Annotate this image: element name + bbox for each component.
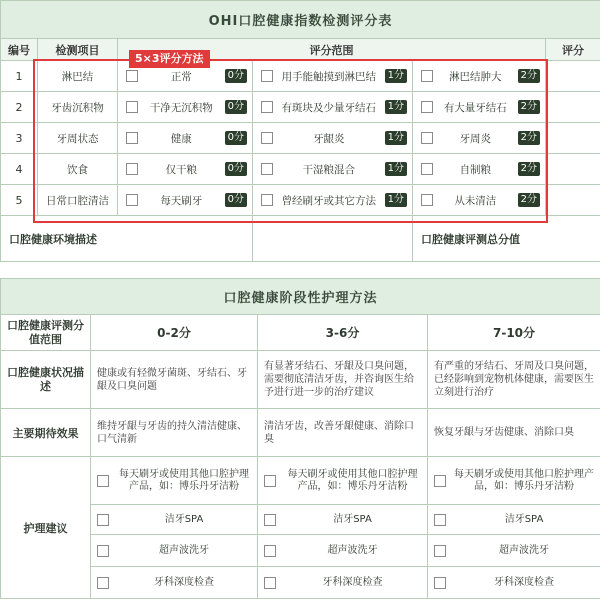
table-title: OHI口腔健康指数检测评分表 [1, 1, 600, 39]
care-method-table [0, 278, 600, 599]
option-label: 健康 [138, 131, 225, 146]
checkbox[interactable] [264, 475, 276, 487]
checkbox[interactable] [126, 194, 138, 206]
score-badge: 1分 [385, 131, 407, 145]
advice-text: 每天刷牙或使用其他口腔护理产品，如：博乐丹牙洁粉 [117, 469, 251, 493]
checkbox[interactable] [126, 163, 138, 175]
advice-text: 洁牙SPA [284, 514, 421, 526]
score-badge: 1分 [385, 162, 407, 176]
score-badge: 2分 [518, 162, 540, 176]
score-badge: 0分 [225, 131, 247, 145]
score-option[interactable] [253, 185, 413, 216]
table-row [1, 61, 600, 92]
option-label: 有大量牙结石 [433, 100, 518, 115]
option-label: 从未清洁 [433, 193, 518, 208]
row-num: 2 [1, 92, 38, 123]
score-badge: 2分 [518, 100, 540, 114]
checkbox[interactable] [126, 70, 138, 82]
env-description-label: 口腔健康环境描述 [1, 216, 253, 262]
score-option[interactable] [253, 61, 413, 92]
row-score-value[interactable] [546, 185, 600, 216]
checkbox[interactable] [261, 194, 273, 206]
score-option[interactable] [118, 123, 253, 154]
score-badge: 1分 [385, 193, 407, 207]
advice-row [1, 457, 600, 505]
advice-text: 牙科深度检查 [454, 577, 594, 589]
row-item: 牙齿沉积物 [38, 92, 118, 123]
score-badge: 2分 [518, 69, 540, 83]
status-label: 口腔健康状况描述 [1, 351, 91, 409]
header-num: 编号 [1, 39, 38, 61]
advice-label: 护理建议 [1, 457, 91, 599]
option-label: 正常 [138, 69, 225, 84]
checkbox[interactable] [264, 514, 276, 526]
advice-text: 每天刷牙或使用其他口腔护理产品，如：博乐丹牙洁粉 [454, 469, 594, 493]
score-badge: 2分 [518, 193, 540, 207]
effect-low: 维持牙龈与牙齿的持久清洁健康、口气清新 [91, 409, 258, 457]
option-label: 曾经刷牙或其它方法 [273, 193, 385, 208]
checkbox[interactable] [421, 101, 433, 113]
row-num: 4 [1, 154, 38, 185]
row-score-value[interactable] [546, 123, 600, 154]
option-label: 自制粮 [433, 162, 518, 177]
row-score-value[interactable] [546, 61, 600, 92]
advice-option[interactable] [428, 535, 600, 567]
option-label: 用手能触摸到淋巴结 [273, 69, 385, 84]
option-label: 干净无沉积物 [138, 100, 225, 115]
advice-option[interactable] [91, 505, 258, 535]
effect-label: 主要期待效果 [1, 409, 91, 457]
checkbox[interactable] [421, 163, 433, 175]
range-label: 口腔健康评测分值范围 [1, 315, 91, 351]
checkbox[interactable] [126, 101, 138, 113]
score-badge: 2分 [518, 131, 540, 145]
checkbox[interactable] [434, 475, 446, 487]
header-score: 评分 [546, 39, 600, 61]
score-option[interactable] [413, 123, 546, 154]
score-badge: 1分 [385, 69, 407, 83]
row-item: 日常口腔清洁 [38, 185, 118, 216]
env-description-value[interactable] [253, 216, 413, 262]
advice-option[interactable] [258, 535, 428, 567]
advice-text: 每天刷牙或使用其他口腔护理产品，如：博乐丹牙洁粉 [284, 469, 421, 493]
advice-text: 牙科深度检查 [284, 577, 421, 589]
method-tag: 5×3评分方法 [129, 50, 210, 68]
advice-text: 洁牙SPA [117, 514, 251, 526]
option-label: 干湿粮混合 [273, 162, 385, 177]
score-option[interactable] [413, 61, 546, 92]
advice-option[interactable] [91, 535, 258, 567]
total-score-label: 口腔健康评测总分值 [413, 216, 600, 262]
range-high: 7-10分 [428, 315, 600, 351]
score-option[interactable] [253, 154, 413, 185]
advice-text: 牙科深度检查 [117, 577, 251, 589]
care-table-title: 口腔健康阶段性护理方法 [1, 279, 600, 315]
row-score-value[interactable] [546, 92, 600, 123]
advice-row [1, 567, 600, 599]
advice-text: 超声波洗牙 [454, 545, 594, 557]
checkbox[interactable] [434, 545, 446, 557]
advice-row [1, 505, 600, 535]
option-label: 牙龈炎 [273, 131, 385, 146]
advice-option[interactable] [428, 505, 600, 535]
checkbox[interactable] [97, 475, 109, 487]
score-option[interactable] [253, 92, 413, 123]
option-label: 每天刷牙 [138, 193, 225, 208]
option-label: 有斑块及少量牙结石 [273, 100, 385, 115]
advice-row [1, 535, 600, 567]
option-label: 淋巴结肿大 [433, 69, 518, 84]
score-option[interactable] [118, 185, 253, 216]
checkbox[interactable] [434, 577, 446, 589]
row-item: 牙周状态 [38, 123, 118, 154]
score-badge: 0分 [225, 69, 247, 83]
row-num: 1 [1, 61, 38, 92]
option-label: 仅干粮 [138, 162, 225, 177]
advice-option[interactable] [428, 457, 600, 505]
effect-high: 恢复牙龈与牙齿健康、消除口臭 [428, 409, 600, 457]
checkbox[interactable] [261, 70, 273, 82]
checkbox[interactable] [434, 514, 446, 526]
status-low: 健康或有轻微牙菌斑、牙结石、牙龈及口臭问题 [91, 351, 258, 409]
score-option[interactable] [413, 154, 546, 185]
score-option[interactable] [413, 185, 546, 216]
checkbox[interactable] [97, 545, 109, 557]
score-badge: 0分 [225, 100, 247, 114]
checkbox[interactable] [97, 514, 109, 526]
score-option[interactable] [118, 154, 253, 185]
ohi-score-table [0, 0, 600, 262]
table-row [1, 154, 600, 185]
advice-text: 超声波洗牙 [284, 545, 421, 557]
row-item: 饮食 [38, 154, 118, 185]
header-range: 评分范围 [118, 39, 546, 61]
status-mid: 有显著牙结石、牙龈及口臭问题，需要彻底清洁牙齿，并咨询医生给予进行进一步的治疗建议 [258, 351, 428, 409]
advice-option[interactable] [258, 457, 428, 505]
advice-text: 洁牙SPA [454, 514, 594, 526]
score-badge: 0分 [225, 162, 247, 176]
checkbox[interactable] [421, 70, 433, 82]
checkbox[interactable] [264, 545, 276, 557]
advice-option[interactable] [91, 457, 258, 505]
advice-text: 超声波洗牙 [117, 545, 251, 557]
score-option[interactable] [118, 92, 253, 123]
score-badge: 0分 [225, 193, 247, 207]
checkbox[interactable] [261, 101, 273, 113]
header-item: 检测项目 [38, 39, 118, 61]
checkbox[interactable] [261, 163, 273, 175]
option-label: 牙周炎 [433, 131, 518, 146]
checkbox[interactable] [264, 577, 276, 589]
score-badge: 1分 [385, 100, 407, 114]
range-mid: 3-6分 [258, 315, 428, 351]
table-row [1, 123, 600, 154]
table-row [1, 92, 600, 123]
checkbox[interactable] [421, 132, 433, 144]
score-option[interactable] [253, 123, 413, 154]
advice-option[interactable] [258, 567, 428, 599]
row-num: 3 [1, 123, 38, 154]
checkbox[interactable] [261, 132, 273, 144]
advice-option[interactable] [91, 567, 258, 599]
row-num: 5 [1, 185, 38, 216]
checkbox[interactable] [421, 194, 433, 206]
checkbox[interactable] [97, 577, 109, 589]
effect-mid: 清洁牙齿，改善牙龈健康、消除口臭 [258, 409, 428, 457]
advice-option[interactable] [258, 505, 428, 535]
range-low: 0-2分 [91, 315, 258, 351]
row-score-value[interactable] [546, 154, 600, 185]
table-row [1, 185, 600, 216]
row-item: 淋巴结 [38, 61, 118, 92]
advice-option[interactable] [428, 567, 600, 599]
score-option[interactable] [413, 92, 546, 123]
status-high: 有严重的牙结石、牙周及口臭问题，已经影响到宠物机体健康，需要医生立刻进行治疗 [428, 351, 600, 409]
checkbox[interactable] [126, 132, 138, 144]
